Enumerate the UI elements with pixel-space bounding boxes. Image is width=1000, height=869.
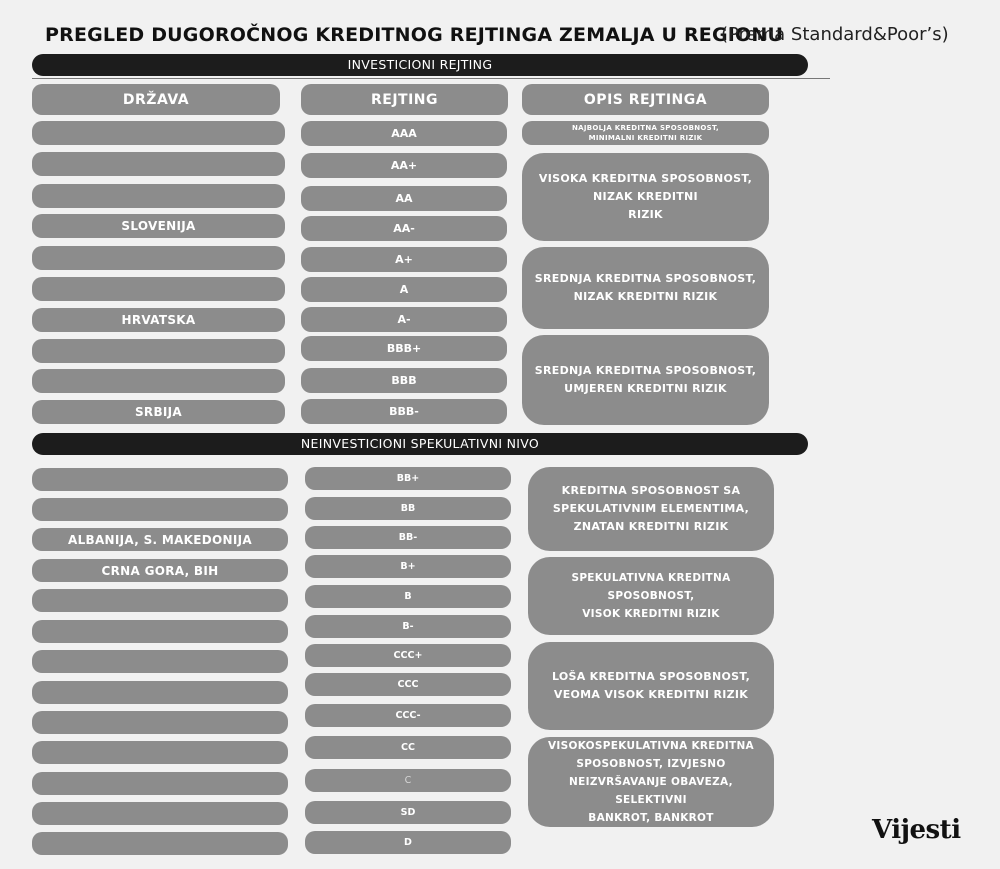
- column-header-rating: REJTING: [301, 84, 508, 115]
- country-cell: [32, 246, 285, 270]
- rating-cell: BB+: [305, 467, 511, 490]
- divider: [32, 78, 830, 79]
- country-cell: [32, 711, 288, 734]
- rating-description: VISOKA KREDITNA SPOSOBNOST, NIZAK KREDITNI RIZIK: [522, 153, 769, 241]
- rating-cell: AA: [301, 186, 507, 211]
- rating-cell: C: [305, 769, 511, 792]
- rating-cell: A: [301, 277, 507, 302]
- investment-grade-banner: INVESTICIONI REJTING: [32, 54, 808, 76]
- column-header-country: DRŽAVA: [32, 84, 280, 115]
- country-cell: [32, 741, 288, 764]
- rating-description: VISOKOSPEKULATIVNA KREDITNA SPOSOBNOST, IZVJESNO NEIZVRŠAVANJE OBAVEZA, SELEKTIVNI BANKROT, BANKROT: [528, 737, 774, 827]
- country-cell: [32, 802, 288, 825]
- page-title: PREGLED DUGOROČNOG KREDITNOG REJTINGA ZEMALJA U REGIONU: [45, 24, 784, 46]
- country-cell: [32, 772, 288, 795]
- country-cell: [32, 152, 285, 176]
- column-header-description: OPIS REJTINGA: [522, 84, 769, 115]
- country-cell: [32, 184, 285, 208]
- rating-cell: BB: [305, 497, 511, 520]
- rating-description: KREDITNA SPOSOBNOST SA SPEKULATIVNIM ELEMENTIMA, ZNATAN KREDITNI RIZIK: [528, 467, 774, 551]
- page-subtitle: (Prema Standard&Poor’s): [721, 24, 949, 45]
- country-cell: [32, 468, 288, 491]
- rating-cell: AA+: [301, 153, 507, 178]
- country-cell: SLOVENIJA: [32, 214, 285, 238]
- country-cell: [32, 498, 288, 521]
- country-cell: HRVATSKA: [32, 308, 285, 332]
- rating-description: LOŠA KREDITNA SPOSOBNOST, VEOMA VISOK KREDITNI RIZIK: [528, 642, 774, 730]
- country-cell: [32, 339, 285, 363]
- country-cell: SRBIJA: [32, 400, 285, 424]
- country-cell: [32, 832, 288, 855]
- country-cell: [32, 650, 288, 673]
- rating-cell: SD: [305, 801, 511, 824]
- country-cell: [32, 121, 285, 145]
- rating-cell: BBB+: [301, 336, 507, 361]
- rating-cell: BBB-: [301, 399, 507, 424]
- rating-description: NAJBOLJA KREDITNA SPOSOBNOST, MINIMALNI KREDITNI RIZIK: [522, 121, 769, 145]
- country-cell: CRNA GORA, BIH: [32, 559, 288, 582]
- rating-cell: A+: [301, 247, 507, 272]
- rating-cell: CCC-: [305, 704, 511, 727]
- country-cell: [32, 589, 288, 612]
- country-cell: ALBANIJA, S. MAKEDONIJA: [32, 528, 288, 551]
- rating-description: SREDNJA KREDITNA SPOSOBNOST, UMJEREN KREDITNI RIZIK: [522, 335, 769, 425]
- rating-cell: B: [305, 585, 511, 608]
- vijesti-logo: Vijesti: [872, 815, 961, 845]
- rating-description: SPEKULATIVNA KREDITNA SPOSOBNOST, VISOK KREDITNI RIZIK: [528, 557, 774, 635]
- rating-cell: AAA: [301, 121, 507, 146]
- speculative-grade-banner: NEINVESTICIONI SPEKULATIVNI NIVO: [32, 433, 808, 455]
- rating-cell: B-: [305, 615, 511, 638]
- country-cell: [32, 369, 285, 393]
- country-cell: [32, 681, 288, 704]
- rating-cell: B+: [305, 555, 511, 578]
- rating-description: SREDNJA KREDITNA SPOSOBNOST, NIZAK KREDITNI RIZIK: [522, 247, 769, 329]
- rating-cell: CC: [305, 736, 511, 759]
- rating-cell: CCC+: [305, 644, 511, 667]
- rating-cell: AA-: [301, 216, 507, 241]
- rating-cell: CCC: [305, 673, 511, 696]
- rating-cell: BB-: [305, 526, 511, 549]
- rating-cell: D: [305, 831, 511, 854]
- rating-cell: A-: [301, 307, 507, 332]
- country-cell: [32, 277, 285, 301]
- rating-cell: BBB: [301, 368, 507, 393]
- country-cell: [32, 620, 288, 643]
